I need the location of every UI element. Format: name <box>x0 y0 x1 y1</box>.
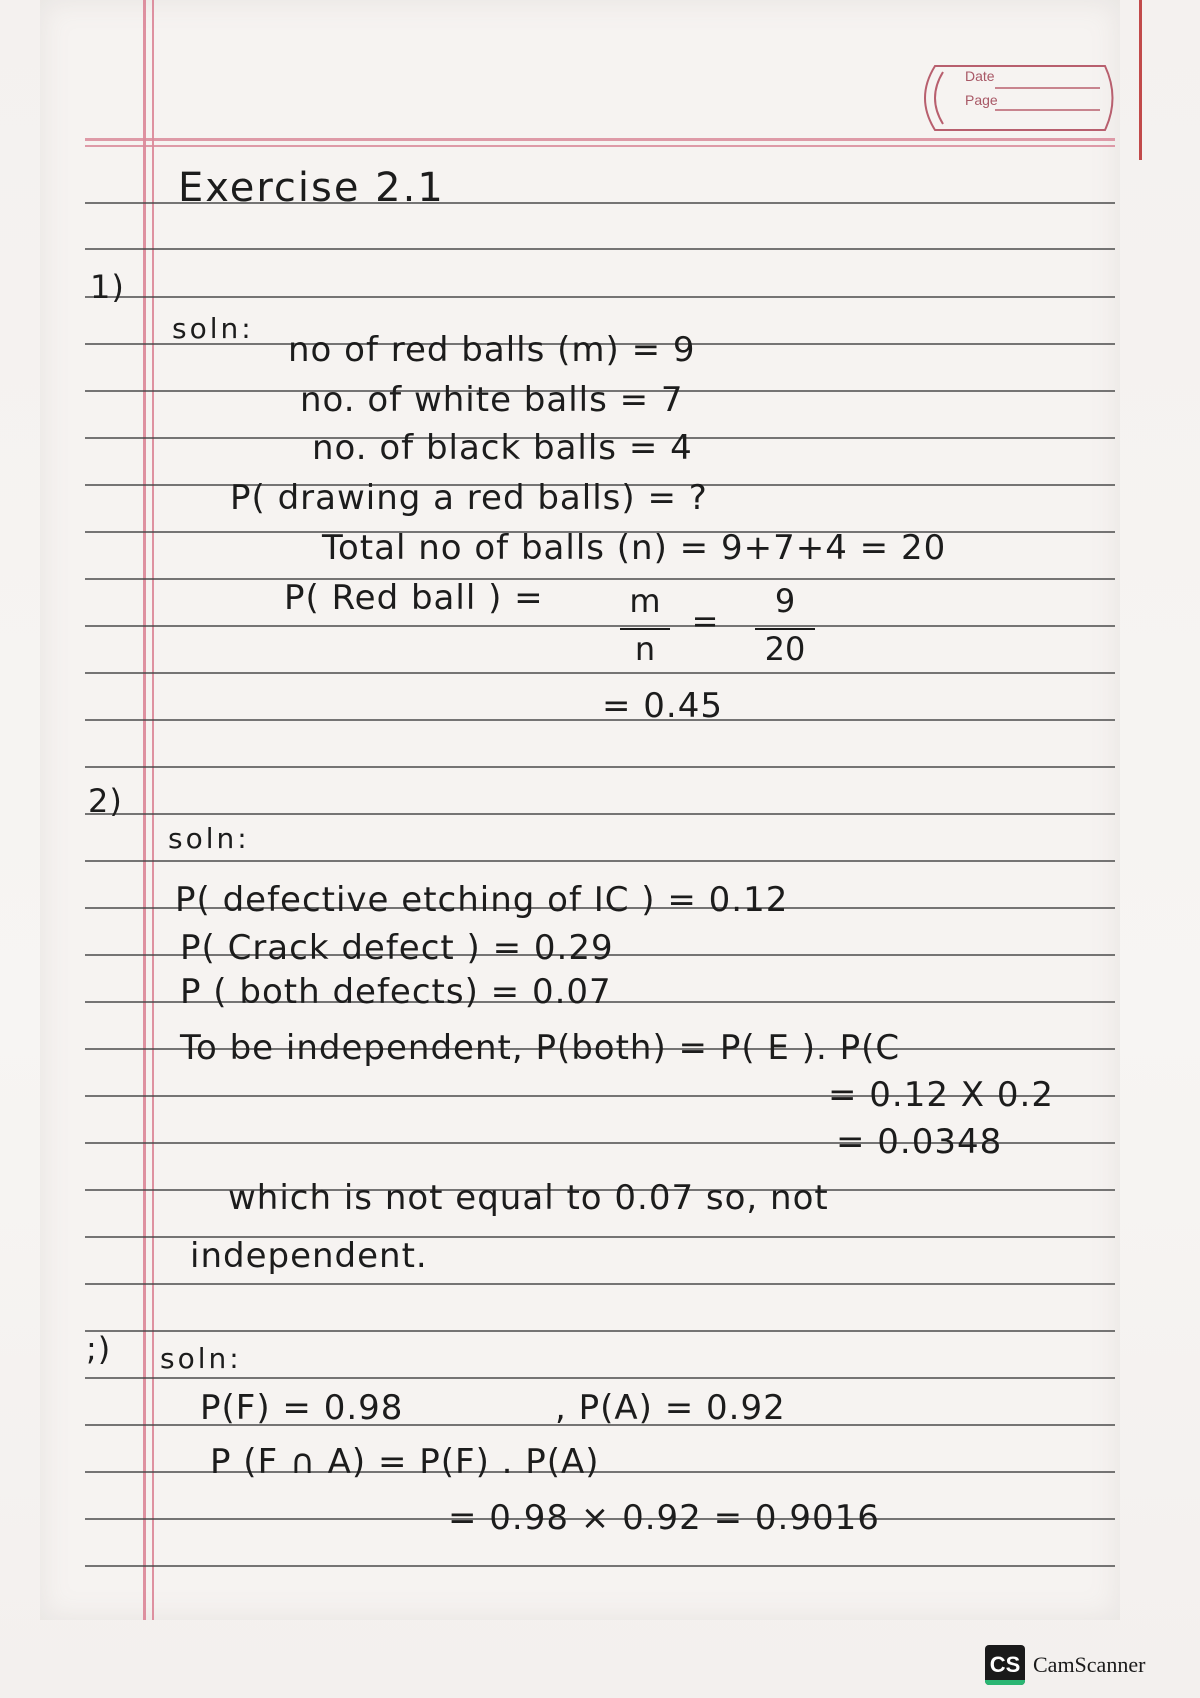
camscanner-watermark <box>985 1645 1145 1685</box>
header-rule <box>85 138 1115 141</box>
solution-line: P( Red ball ) = <box>284 578 544 618</box>
equals-sign: = <box>691 602 719 640</box>
question-number: ;) <box>86 1330 112 1368</box>
fraction-denominator: n <box>634 630 656 668</box>
fraction-denominator: 20 <box>764 630 806 668</box>
solution-line: no of red balls (m) = 9 <box>288 330 696 370</box>
solution-line: To be independent, P(both) = P( E ). P(C <box>180 1028 901 1068</box>
ruled-line <box>85 1565 1115 1567</box>
solution-line: P (F ∩ A) = P(F) . P(A) <box>210 1442 600 1482</box>
ruled-line <box>85 248 1115 250</box>
page-edge-mark <box>1139 0 1142 160</box>
solution-line: P( drawing a red balls) = ? <box>230 478 708 518</box>
ruled-line <box>85 719 1115 721</box>
solution-line: independent. <box>190 1236 428 1276</box>
header-rule-2 <box>85 145 1115 147</box>
page-label: Page <box>965 92 998 108</box>
ruled-line <box>85 813 1115 815</box>
solution-label: soln: <box>160 1342 242 1375</box>
solution-line: no. of black balls = 4 <box>312 428 693 468</box>
solution-line: = 0.0348 <box>836 1122 1003 1162</box>
camscanner-name: CamScanner <box>1033 1652 1146 1677</box>
solution-line: = 0.12 X 0.2 <box>828 1075 1054 1115</box>
solution-line: no. of white balls = 7 <box>300 380 684 420</box>
solution-line: P( defective etching of IC ) = 0.12 <box>175 880 789 920</box>
solution-line: Total no of balls (n) = 9+7+4 = 20 <box>322 528 947 568</box>
question-number: 2) <box>88 782 123 820</box>
ruled-line <box>85 578 1115 580</box>
stamp-frame-icon <box>915 58 1120 138</box>
fraction-numerator: m <box>629 582 661 620</box>
camscanner-logo-icon: CS <box>985 1645 1025 1685</box>
ruled-line <box>85 1283 1115 1285</box>
question-number: 1) <box>90 268 125 306</box>
solution-result: = 0.45 <box>602 686 723 726</box>
solution-line: which is not equal to 0.07 so, not <box>228 1178 829 1218</box>
ruled-line <box>85 296 1115 298</box>
solution-line: P( Crack defect ) = 0.29 <box>180 928 614 968</box>
date-label: Date <box>965 68 995 84</box>
ruled-line <box>85 1377 1115 1379</box>
ruled-line <box>85 860 1115 862</box>
date-page-stamp <box>915 58 1120 138</box>
solution-label: soln: <box>172 312 254 345</box>
page-title: Exercise 2.1 <box>178 165 445 211</box>
solution-line: = 0.98 × 0.92 = 0.9016 <box>448 1498 880 1538</box>
ruled-line <box>85 1330 1115 1332</box>
solution-line: P(F) = 0.98 <box>200 1388 404 1428</box>
solution-line: , P(A) = 0.92 <box>555 1388 786 1428</box>
ruled-line <box>85 672 1115 674</box>
solution-line: P ( both defects) = 0.07 <box>180 972 612 1012</box>
solution-label: soln: <box>168 822 250 855</box>
fraction-numerator: 9 <box>774 582 796 620</box>
ruled-line <box>85 625 1115 627</box>
ruled-line <box>85 766 1115 768</box>
